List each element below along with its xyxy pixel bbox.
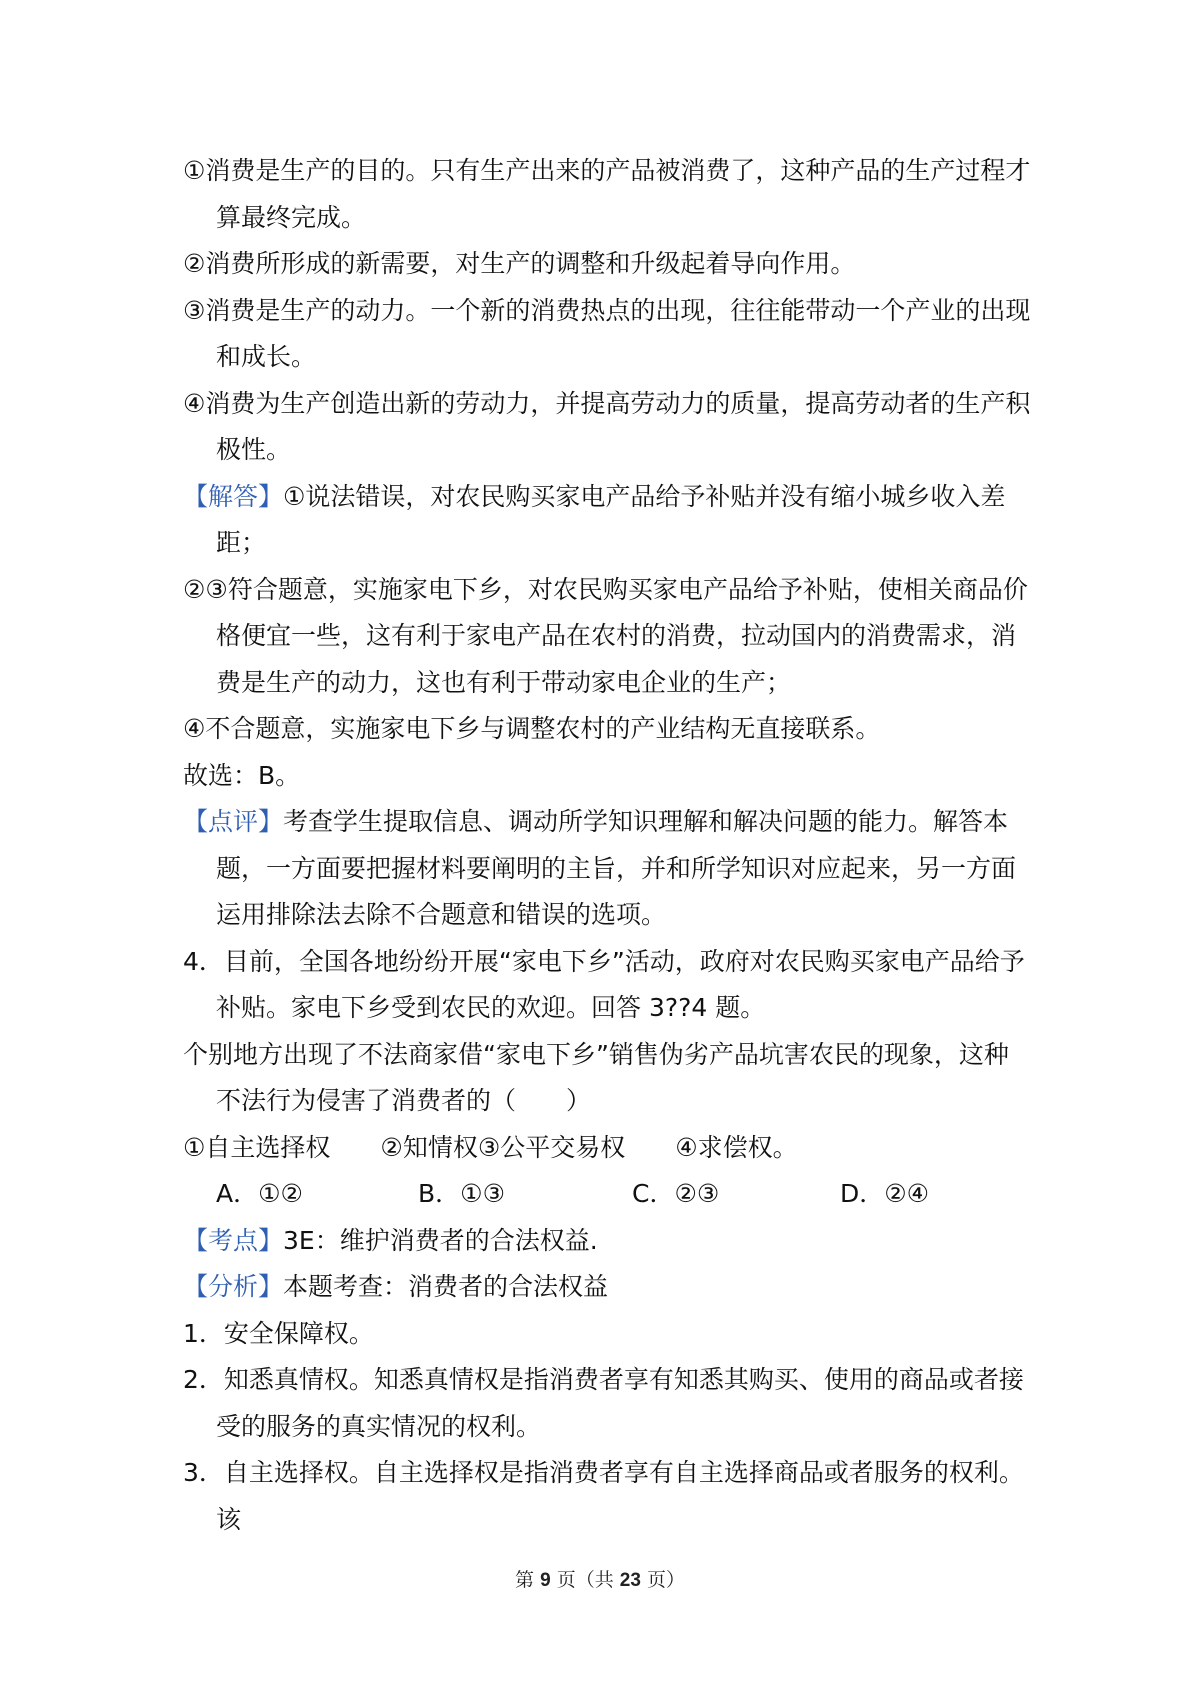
answer-paragraph-3: ④不合题意，实施家电下乡与调整农村的产业结构无直接联系。 (183, 714, 881, 743)
point-tag: 【考点】 (183, 1225, 284, 1255)
comment-text: 考查学生提取信息、调动所学知识理解和解决问题的能力。解答本题，一方面要把握材料要阐明的主旨，并和所学知识对应起来，另一方面运用排除法去除不合题意和错误的选项。 (216, 807, 1017, 929)
question-4-options (183, 1171, 1033, 1218)
analysis-item-2: 2．知悉真情权。知悉真情权是指消费者享有知悉其购买、使用的商品或者接受的服务的真实情况的权利。 (183, 1365, 1024, 1441)
analysis-tag: 【分析】 (183, 1272, 284, 1301)
point-section (183, 1218, 1033, 1265)
option-b: B．①③ (418, 1179, 505, 1208)
footer-total-pages: 23 (619, 1570, 641, 1591)
page-body (183, 148, 1033, 1543)
answer-choice: 故选：B。 (183, 760, 301, 790)
footer-page-number: 9 (540, 1570, 551, 1591)
option-c: C．②③ (632, 1179, 720, 1208)
page-footer (0, 1565, 1200, 1592)
consumption-role-2: ②消费所形成的新需要，对生产的调整和升级起着导向作用。 (183, 249, 856, 278)
question-4-sub: 个别地方出现了不法商家借“家电下乡”销售伪劣产品坑害农民的现象，这种不法行为侵害了消费者的（ ） (183, 1039, 1009, 1115)
answer-section (183, 474, 1033, 567)
consumption-role-1: ①消费是生产的目的。只有生产出来的产品被消费了，这种产品的生产过程才算最终完成。 (183, 156, 1031, 232)
analysis-section (183, 1264, 1033, 1311)
answer-text: ①说法错误，对农民购买家电产品给予补贴并没有缩小城乡收入差距； (216, 481, 1006, 557)
question-4-stem: 4．目前，全国各地纷纷开展“家电下乡”活动，政府对农民购买家电产品给予补贴。家电下乡受到农民的欢迎。回答 3??4 题。 (183, 946, 1025, 1022)
footer-suffix: 页） (640, 1569, 685, 1591)
footer-middle: 页（共 (550, 1569, 620, 1591)
footer-prefix: 第 (515, 1569, 541, 1591)
answer-tag: 【解答】 (183, 481, 284, 511)
option-d: D．②④ (840, 1179, 930, 1208)
comment-tag: 【点评】 (183, 807, 284, 836)
consumption-role-4: ④消费为生产创造出新的劳动力，并提高劳动力的质量，提高劳动者的生产积极性。 (183, 388, 1031, 464)
analysis-item-3: 3．自主选择权。自主选择权是指消费者享有自主选择商品或者服务的权利。该 (183, 1458, 1024, 1534)
option-a: A．①② (216, 1179, 303, 1208)
comment-section (183, 799, 1033, 939)
point-text: 3E：维护消费者的合法权益. (283, 1225, 598, 1255)
answer-paragraph-2: ②③符合题意，实施家电下乡，对农民购买家电产品给予补贴，使相关商品价格便宜一些，这有利于家电产品在农村的消费，拉动国内的消费需求，消费是生产的动力，这也有利于带动家电企业的生产； (183, 574, 1028, 697)
question-4-rights: ①自主选择权 ②知情权③公平交易权 ④求偿权。 (183, 1132, 798, 1162)
analysis-item-1: 1．安全保障权。 (183, 1318, 374, 1348)
analysis-text: 本题考查：消费者的合法权益 (283, 1272, 609, 1301)
consumption-role-3: ③消费是生产的动力。一个新的消费热点的出现，往往能带动一个产业的出现和成长。 (183, 295, 1031, 371)
